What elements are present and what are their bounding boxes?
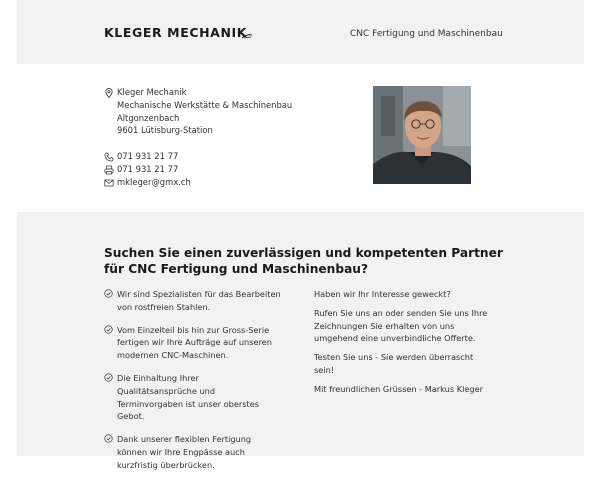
list-item-text: Vom Einzelteil bis hin zur Gross-Serie: [117, 324, 270, 335]
cta-question: [314, 288, 514, 301]
list-item-text: von rostfreien Stahlen.: [117, 301, 211, 312]
cta-test-line: sein!: [314, 364, 335, 375]
cta-greeting-text: Mit freundlichen Grüssen - Markus Kleger: [314, 383, 483, 394]
list-item-text: Die Einhaltung Ihrer: [117, 372, 199, 383]
cta-test-line: Testen Sie uns - Sie werden überrascht: [314, 352, 474, 363]
list-item-text: Qualitätsansprüche und: [117, 385, 216, 396]
list-item-text: Gebot.: [117, 411, 145, 422]
list-item: [104, 288, 294, 314]
check-circle-icon: [104, 373, 113, 382]
cta-greeting: [314, 383, 514, 396]
list-item: [104, 324, 294, 362]
list-item-text: Wir sind Spezialisten für das Bearbeiten: [117, 289, 281, 299]
header: [17, 0, 584, 64]
check-circle-icon: [104, 325, 113, 334]
list-item-text: Dank unserer flexiblen Fertigung: [117, 434, 252, 445]
list-item-text: können wir Ihre Engpässe auch: [117, 446, 245, 457]
page: [17, 0, 584, 470]
phone-icon: [104, 152, 114, 162]
fax-icon: [104, 165, 114, 175]
cta-test: [314, 351, 514, 377]
headline-line: Suchen Sie einen zuverlässigen und kompetenten Partner: [104, 246, 503, 260]
address-line: Kleger Mechanik: [117, 87, 187, 97]
address-line: 9601 Lütisburg-Station: [117, 125, 213, 136]
list-item-text: kurzfristig überbrücken.: [117, 459, 215, 470]
address-line: Mechanische Werkstätte & Maschinenbau: [117, 99, 293, 110]
envelope-icon: [104, 178, 114, 188]
list-item-text: modernen CNC-Maschinen.: [117, 350, 229, 361]
check-circle-icon: [104, 289, 113, 298]
fax-number: 071 931 21 77: [117, 164, 179, 174]
logo-swoosh-icon: [241, 33, 253, 39]
cta-call-line: umgehend eine unverbindliche Offerte.: [314, 333, 476, 344]
portrait-photo: [373, 86, 471, 184]
logo[interactable]: KLEGER MECHANIK: [104, 25, 248, 40]
phone-number[interactable]: 071 931 21 77: [117, 151, 179, 161]
list-item-text: fertigen wir Ihre Aufträge auf unseren: [117, 337, 272, 348]
cta-question-text: Haben wir Ihr Interesse geweckt?: [314, 289, 451, 299]
list-item: [104, 433, 294, 471]
headline-line: für CNC Fertigung und Maschinenbau?: [104, 262, 369, 276]
location-pin-icon: [104, 88, 114, 98]
info-section: [17, 212, 584, 470]
check-circle-icon: [104, 434, 113, 443]
contact-section: [17, 64, 584, 212]
cta-call: [314, 307, 514, 345]
cta-column: [314, 288, 514, 402]
list-item-text: Terminvorgaben ist unser oberstes: [117, 398, 260, 409]
cta-call-line: Rufen Sie uns an oder senden Sie uns Ihre: [314, 307, 488, 318]
email-link[interactable]: mkleger@gmx.ch: [117, 177, 191, 187]
cta-call-line: Zeichnungen Sie erhalten von uns: [314, 320, 455, 331]
section-headline: [104, 245, 504, 277]
feature-list: [104, 288, 294, 482]
list-item: [104, 372, 294, 423]
address-text: [117, 86, 292, 137]
header-tagline: CNC Fertigung und Maschinenbau: [350, 29, 503, 39]
address-line: Altgonzenbach: [117, 112, 180, 123]
